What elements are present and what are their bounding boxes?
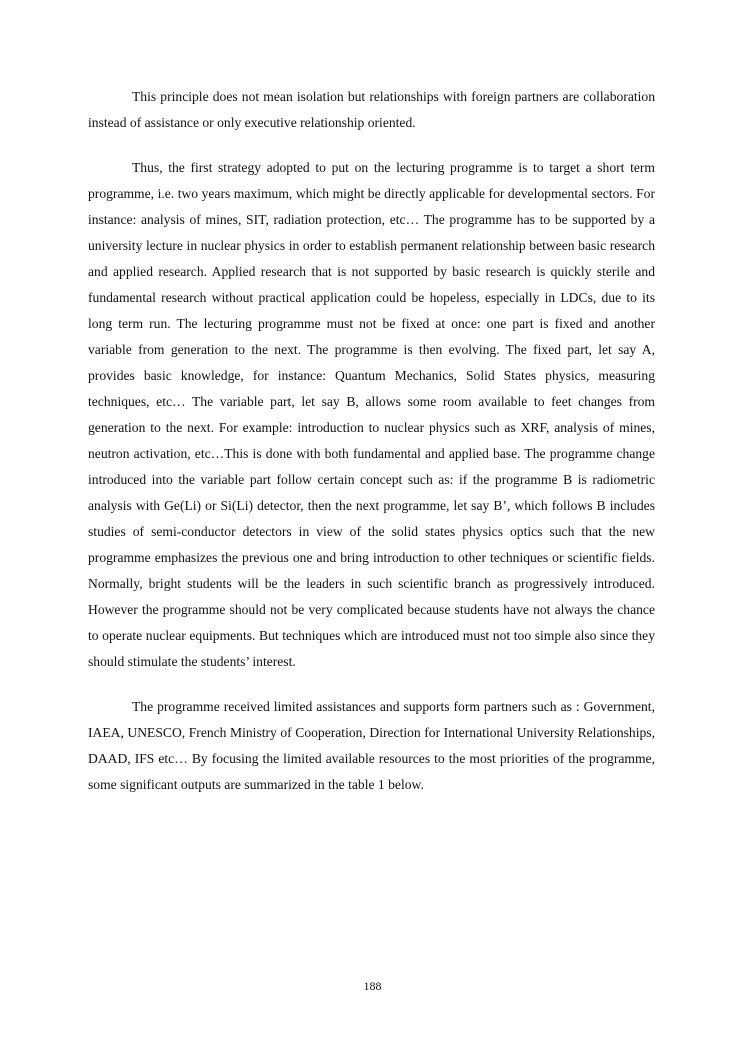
document-body [88, 84, 655, 817]
paragraph-principle: This principle does not mean isolation but relationships with foreign partners are collaboration instead of assistance or only executive relationship oriented. [88, 89, 655, 130]
page-number: 188 [363, 979, 382, 993]
paragraph-assistance: The programme received limited assistances and supports form partners such as : Government, IAEA, UNESCO, French Ministry of Cooperation, Direction for International University Relationships, DAAD, IFS etc… By focusing the limited available resources to the most priorities of the programme, some significant outputs are summarized in the table 1 below. [88, 699, 655, 792]
paragraph-strategy: Thus, the first strategy adopted to put on the lecturing programme is to target a short term programme, i.e. two years maximum, which might be directly applicable for developmental sectors. For instance: analysis of mines, SIT, radiation protection, etc… The programme has to be supported by a university lecture in nuclear physics in order to establish permanent relationship between basic research and applied research. Applied research that is not supported by basic research is quickly sterile and fundamental research without practical application could be hopeless, especially in LDCs, due to its long term run. The lecturing programme must not be fixed at once: one part is fixed and another variable from generation to the next. The programme is then evolving. The fixed part, let say A, provides basic knowledge, for instance: Quantum Mechanics, Solid States physics, measuring techniques, etc… The variable part, let say B, allows some room available to feet changes from generation to the next. For example: introduction to nuclear physics such as XRF, analysis of mines, neutron activation, etc…This is done with both fundamental and applied base. The programme change introduced into the variable part follow certain concept such as: if the programme B is radiometric analysis with Ge(Li) or Si(Li) detector, then the next programme, let say B’, which follows B includes studies of semi-conductor detectors in view of the solid states physics optics such that the new programme emphasizes the previous one and bring introduction to other techniques or scientific fields. Normally, bright students will be the leaders in such scientific branch as progressively introduced. However the programme should not be very complicated because students have not always the chance to operate nuclear equipments. But techniques which are introduced must not too simple also since they should stimulate the students’ interest. [88, 160, 655, 669]
